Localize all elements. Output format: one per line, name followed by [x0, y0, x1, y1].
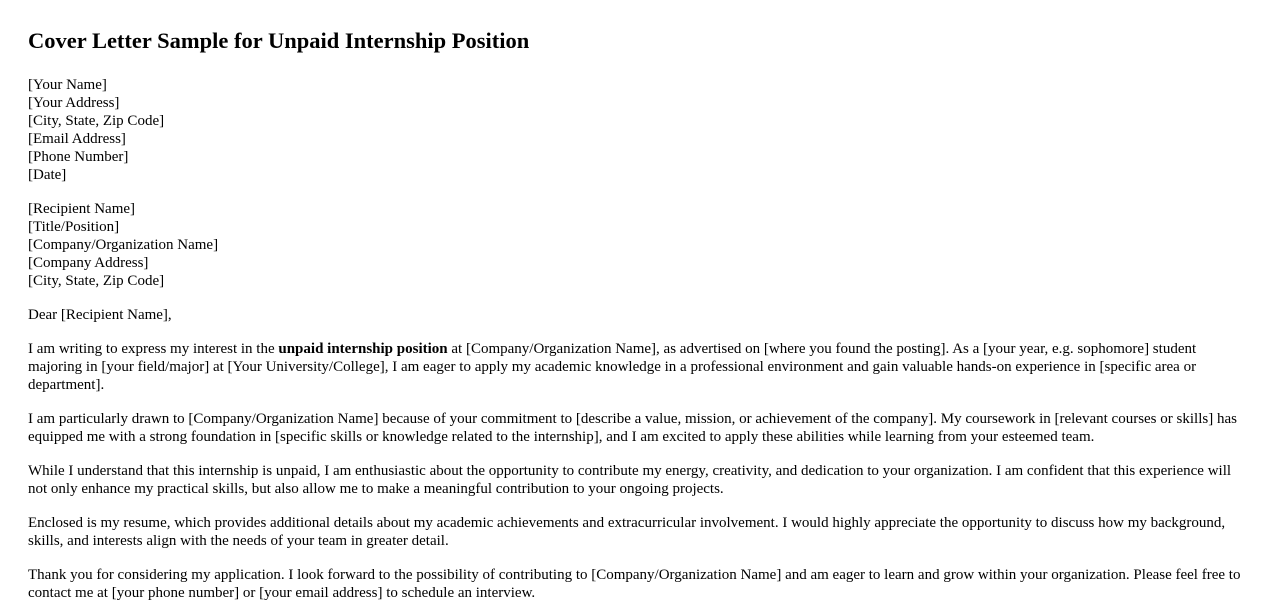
sender-phone: [Phone Number] [28, 149, 129, 165]
salutation: Dear [Recipient Name], [28, 307, 172, 323]
sender-email: [Email Address] [28, 131, 126, 147]
paragraph-resume: Enclosed is my resume, which provides additional details about my academic achievements and extracurricular involvement. I would highly appreciate the opportunity to discuss how my background, skills, and interests align with the needs of your team in greater detail. [28, 515, 1226, 549]
letter-date: [Date] [28, 167, 67, 183]
paragraph-motivation: I am particularly drawn to [Company/Organization Name] because of your commitment to [describe a value, mission, or achievement of the company]. My coursework in [relevant courses or skills] has equipped me with a strong foundation in [specific skills or knowledge related to the internship], and I am excited to apply these abilities while learning from your esteemed team. [28, 411, 1237, 445]
paragraph-intro-end: at [Company/Organization Name], as advertised on [where you found the posting]. As a [your year, e.g. sophomore] student majoring in [your field/major] at [Your University/College], I am eager to apply my academic knowledge in a professional environment and gain valuable hands-on experience in [specific area or department]. [28, 341, 1197, 393]
recipient-name: [Recipient Name] [28, 201, 136, 217]
paragraph-unpaid: While I understand that this internship is unpaid, I am enthusiastic about the opportunity to contribute my energy, creativity, and dedication to your organization. I am confident that this experience will not only enhance my practical skills, but also allow me to make a meaningful contribution to your ongoing projects. [28, 463, 1232, 497]
recipient-company: [Company/Organization Name] [28, 237, 219, 253]
paragraph-intro-start: I am writing to express my interest in the [28, 341, 279, 357]
recipient-title: [Title/Position] [28, 219, 120, 235]
recipient-address-block [28, 200, 1250, 290]
paragraph-intro-bold: unpaid internship position [278, 341, 448, 357]
sender-address-block [28, 76, 1250, 184]
document-title: Cover Letter Sample for Unpaid Internship Position [28, 28, 530, 53]
sender-address: [Your Address] [28, 95, 120, 111]
recipient-company-address: [Company Address] [28, 255, 149, 271]
sender-city-state-zip: [City, State, Zip Code] [28, 113, 165, 129]
recipient-city-state-zip: [City, State, Zip Code] [28, 273, 165, 289]
paragraph-closing: Thank you for considering my application. I look forward to the possibility of contributing to [Company/Organization Name] and am eager to learn and grow within your organization. Please feel free to contact me at [your phone number] or [your email address] to schedule an interview. [28, 567, 1241, 601]
paragraph-intro [28, 340, 1253, 394]
sender-name: [Your Name] [28, 77, 107, 93]
